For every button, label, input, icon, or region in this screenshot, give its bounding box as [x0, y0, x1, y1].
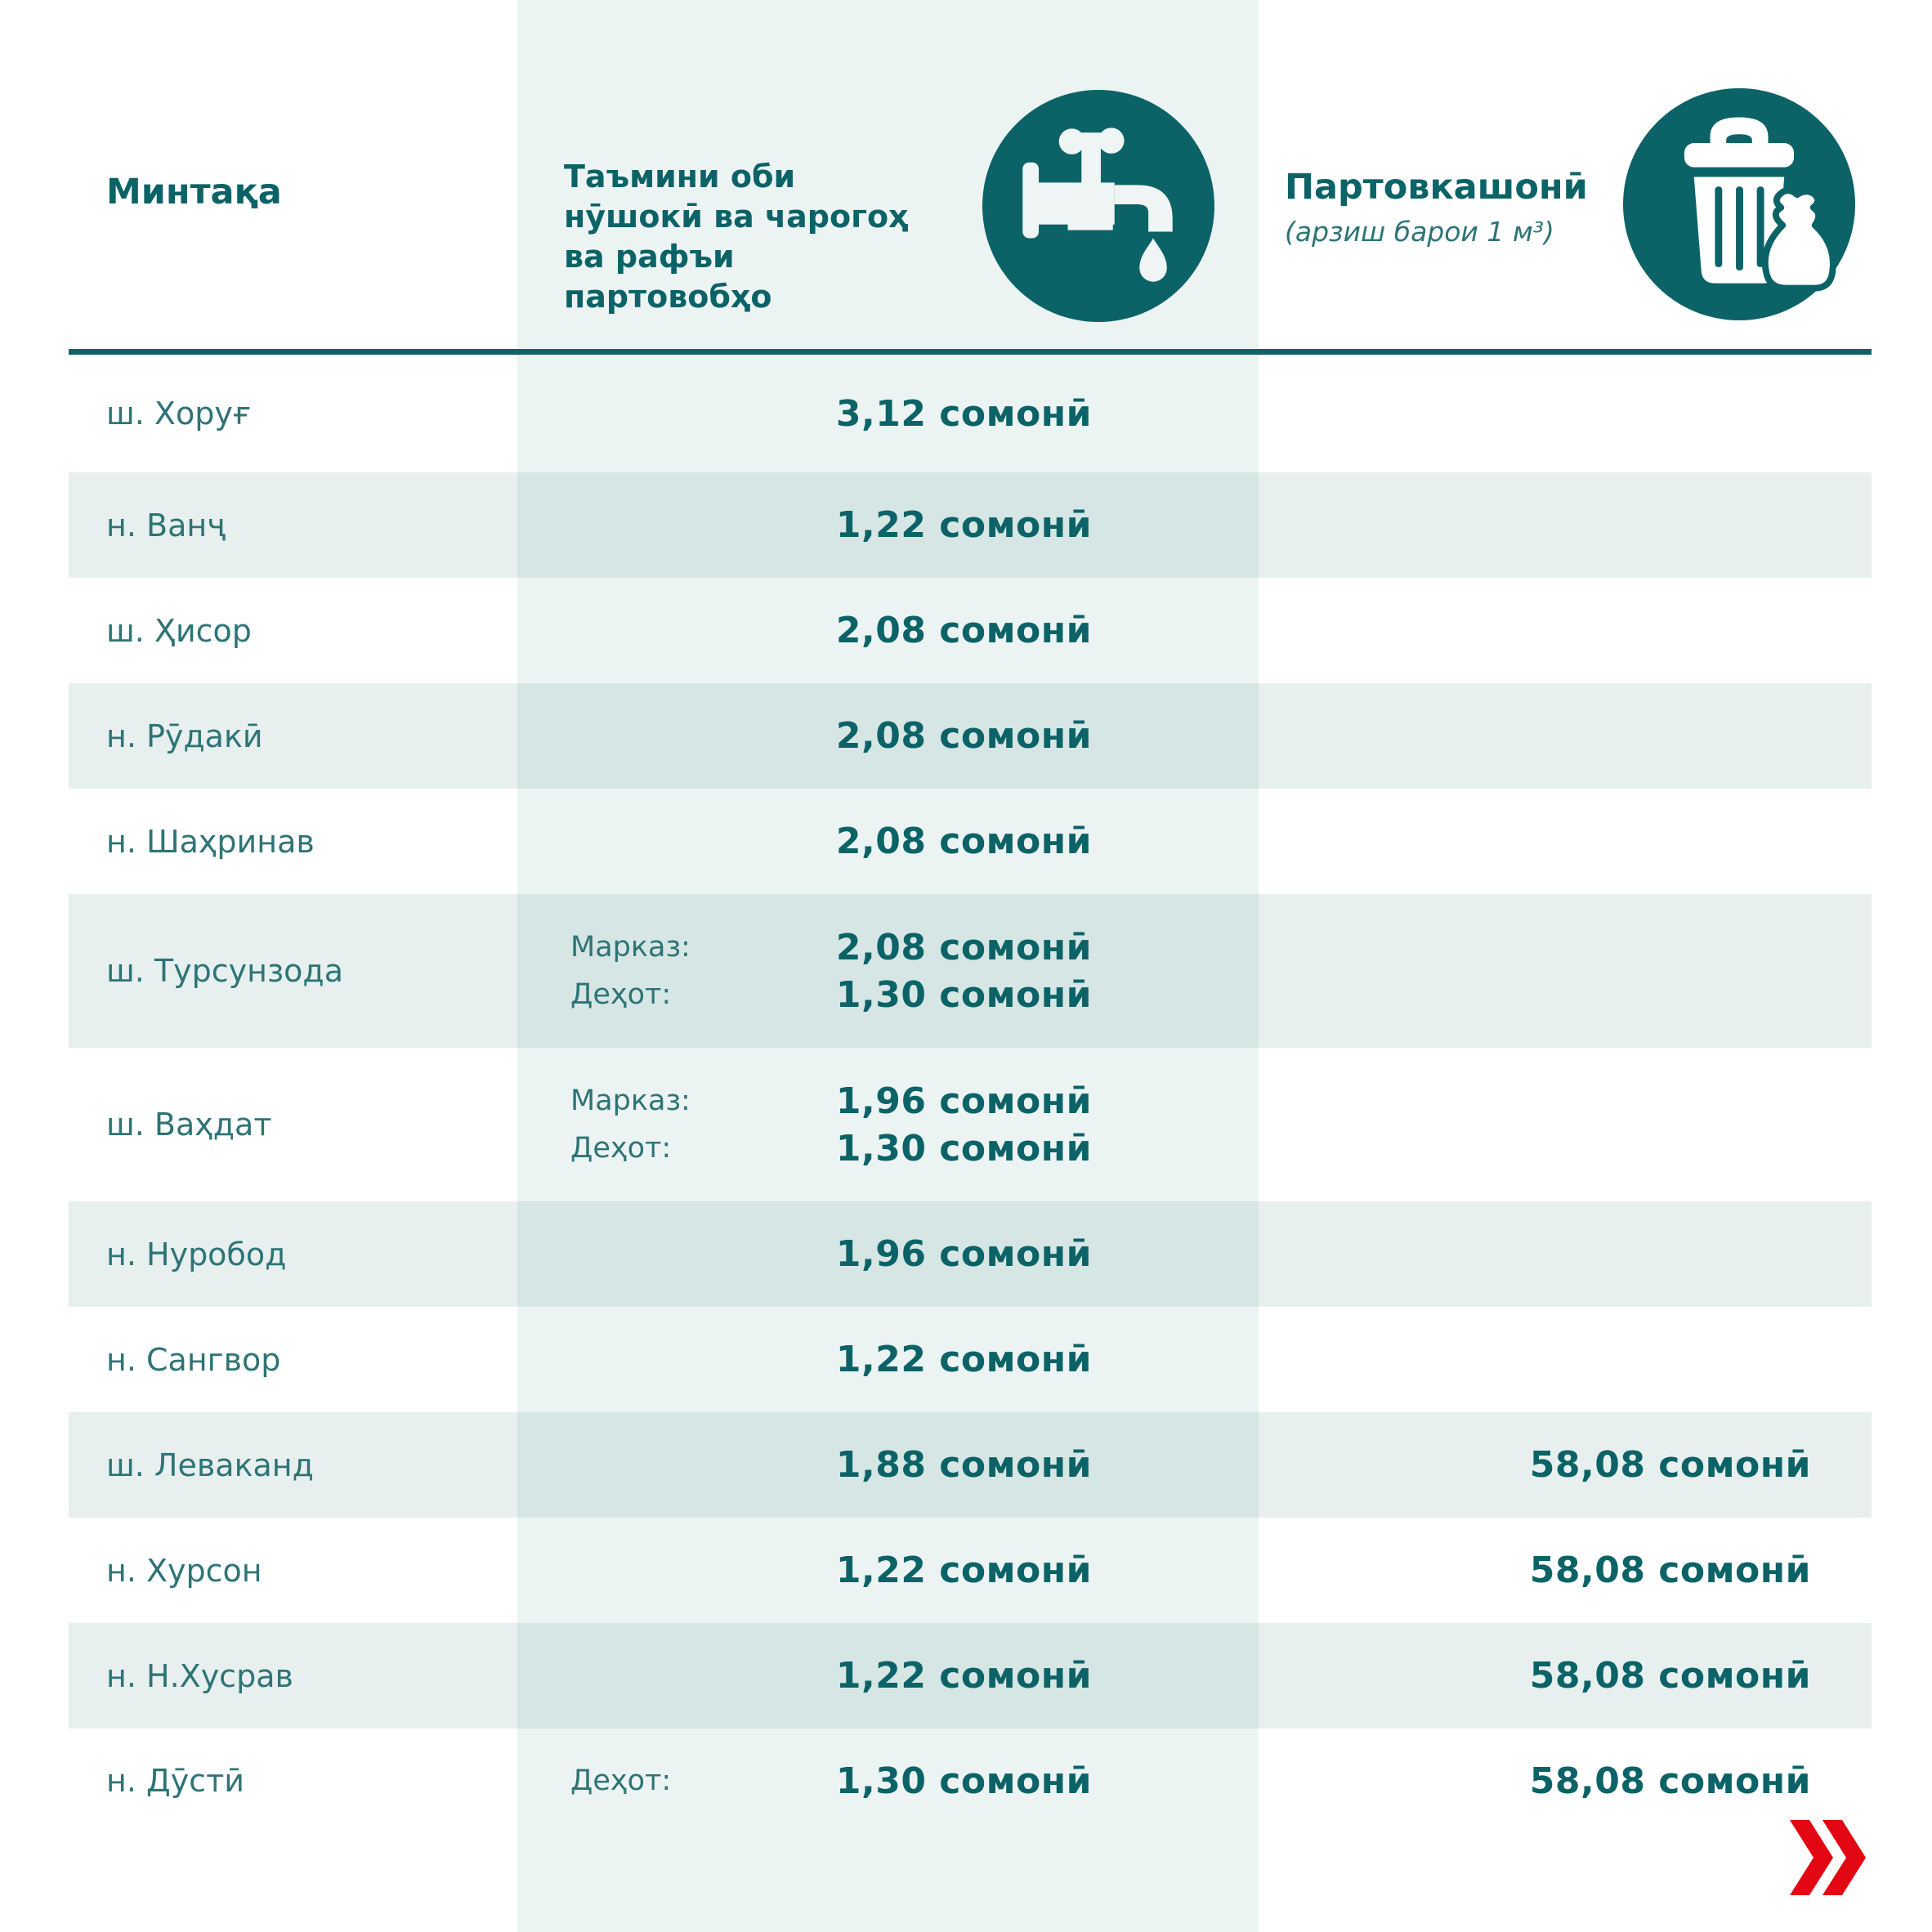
table-row	[69, 1307, 1872, 1412]
region-name: н. Шаҳринав	[106, 823, 315, 860]
table-row	[69, 1412, 1872, 1518]
water-tariff-value: 2,08 сомонӣ	[835, 926, 1092, 968]
region-name: н. Нуробод	[106, 1236, 287, 1272]
water-tariff-cell	[517, 713, 1259, 760]
water-tariff-cell	[517, 1442, 1259, 1489]
water-tariff-value: 1,30 сомонӣ	[835, 1127, 1092, 1169]
table-row	[69, 1518, 1872, 1623]
water-header-line: нӯшокӣ ва чарогоҳ	[564, 199, 909, 235]
water-tariff-value: 2,08 сомонӣ	[835, 821, 1092, 862]
table-row	[69, 1623, 1872, 1729]
table-row	[69, 1048, 1872, 1201]
water-tariff-value: 1,22 сомонӣ	[835, 1339, 1092, 1380]
settlement-type-label: Деҳот:	[570, 1764, 672, 1797]
water-tariff-cell	[517, 1231, 1259, 1278]
water-tariff-cell	[517, 390, 1259, 437]
table-row	[69, 472, 1872, 578]
water-header-line: Таъмини оби	[564, 159, 796, 195]
waste-tariff-value: 58,08 сомонӣ	[1529, 1760, 1811, 1802]
region-name: ш. Леваканд	[106, 1447, 314, 1483]
table-row	[69, 789, 1872, 894]
table-row	[69, 894, 1872, 1048]
waste-tariff-value: 58,08 сомонӣ	[1529, 1550, 1811, 1591]
water-tariff-value: 1,30 сомонӣ	[835, 973, 1092, 1016]
water-tariff-cell	[517, 1077, 1259, 1172]
water-tariff-value: 1,22 сомонӣ	[835, 1655, 1092, 1697]
waste-header-title: Партовкашонӣ	[1285, 167, 1588, 208]
tariff-rows	[69, 355, 1872, 1931]
table-row	[69, 1729, 1872, 1931]
settlement-type-label: Марказ:	[570, 931, 691, 964]
water-tariff-value: 1,22 сомонӣ	[835, 504, 1092, 546]
water-tariff-value: 2,08 сомонӣ	[835, 715, 1092, 757]
table-row	[69, 683, 1872, 789]
column-header-waste	[1285, 167, 1588, 248]
region-name: ш. Хоруғ	[106, 396, 252, 432]
table-row	[69, 1201, 1872, 1307]
region-name: н. Дӯстӣ	[106, 1763, 244, 1799]
water-header-line: ва рафъи	[564, 239, 735, 275]
water-tariff-value: 1,96 сомонӣ	[835, 1080, 1092, 1122]
waste-tariff-value: 58,08 сомонӣ	[1529, 1655, 1811, 1697]
table-row	[69, 355, 1872, 472]
header-divider	[69, 349, 1872, 355]
region-name: ш. Турсунзода	[106, 953, 343, 989]
trash-bin-icon	[1623, 88, 1855, 320]
water-tariff-value: 2,08 сомонӣ	[835, 610, 1092, 651]
region-name: н. Рӯдакӣ	[106, 718, 263, 754]
region-name: н. Сангвор	[106, 1341, 281, 1378]
settlement-type-label: Деҳот:	[570, 1132, 672, 1165]
table-header	[0, 0, 1932, 355]
waste-unit-note: (арзиш барои 1 м³)	[1285, 216, 1554, 248]
water-tariff-cell	[517, 818, 1259, 865]
region-name: н. Н.Хусрав	[106, 1657, 293, 1694]
region-name: ш. Ваҳдат	[106, 1107, 272, 1143]
table-row	[69, 578, 1872, 683]
water-tariff-value: 3,12 сомонӣ	[835, 392, 1092, 435]
double-chevron-right-icon[interactable]	[1790, 1820, 1868, 1895]
water-tariff-cell	[517, 1652, 1259, 1700]
water-tariff-cell	[517, 607, 1259, 655]
water-tariff-cell	[517, 924, 1259, 1018]
water-tariff-cell	[517, 1547, 1259, 1594]
water-tariff-value: 1,22 сомонӣ	[835, 1550, 1092, 1591]
column-header-water	[564, 157, 909, 317]
water-header-line: партовобҳо	[564, 279, 772, 315]
water-tariff-value: 1,30 сомонӣ	[835, 1760, 1092, 1802]
column-header-region: Минтақа	[106, 172, 282, 212]
settlement-type-label: Марказ:	[570, 1085, 691, 1117]
water-tariff-value: 1,96 сомонӣ	[835, 1233, 1092, 1275]
waste-tariff-value: 58,08 сомонӣ	[1529, 1444, 1811, 1486]
region-name: н. Хурсон	[106, 1552, 262, 1589]
water-tariff-value: 1,88 сомонӣ	[835, 1444, 1092, 1486]
settlement-type-label: Деҳот:	[570, 978, 672, 1011]
water-tap-icon	[982, 90, 1214, 322]
region-name: н. Ванҷ	[106, 507, 226, 543]
water-tariff-cell	[517, 1729, 1259, 1833]
water-tariff-cell	[517, 1336, 1259, 1384]
region-name: ш. Ҳисор	[106, 612, 252, 649]
water-tariff-cell	[517, 502, 1259, 549]
